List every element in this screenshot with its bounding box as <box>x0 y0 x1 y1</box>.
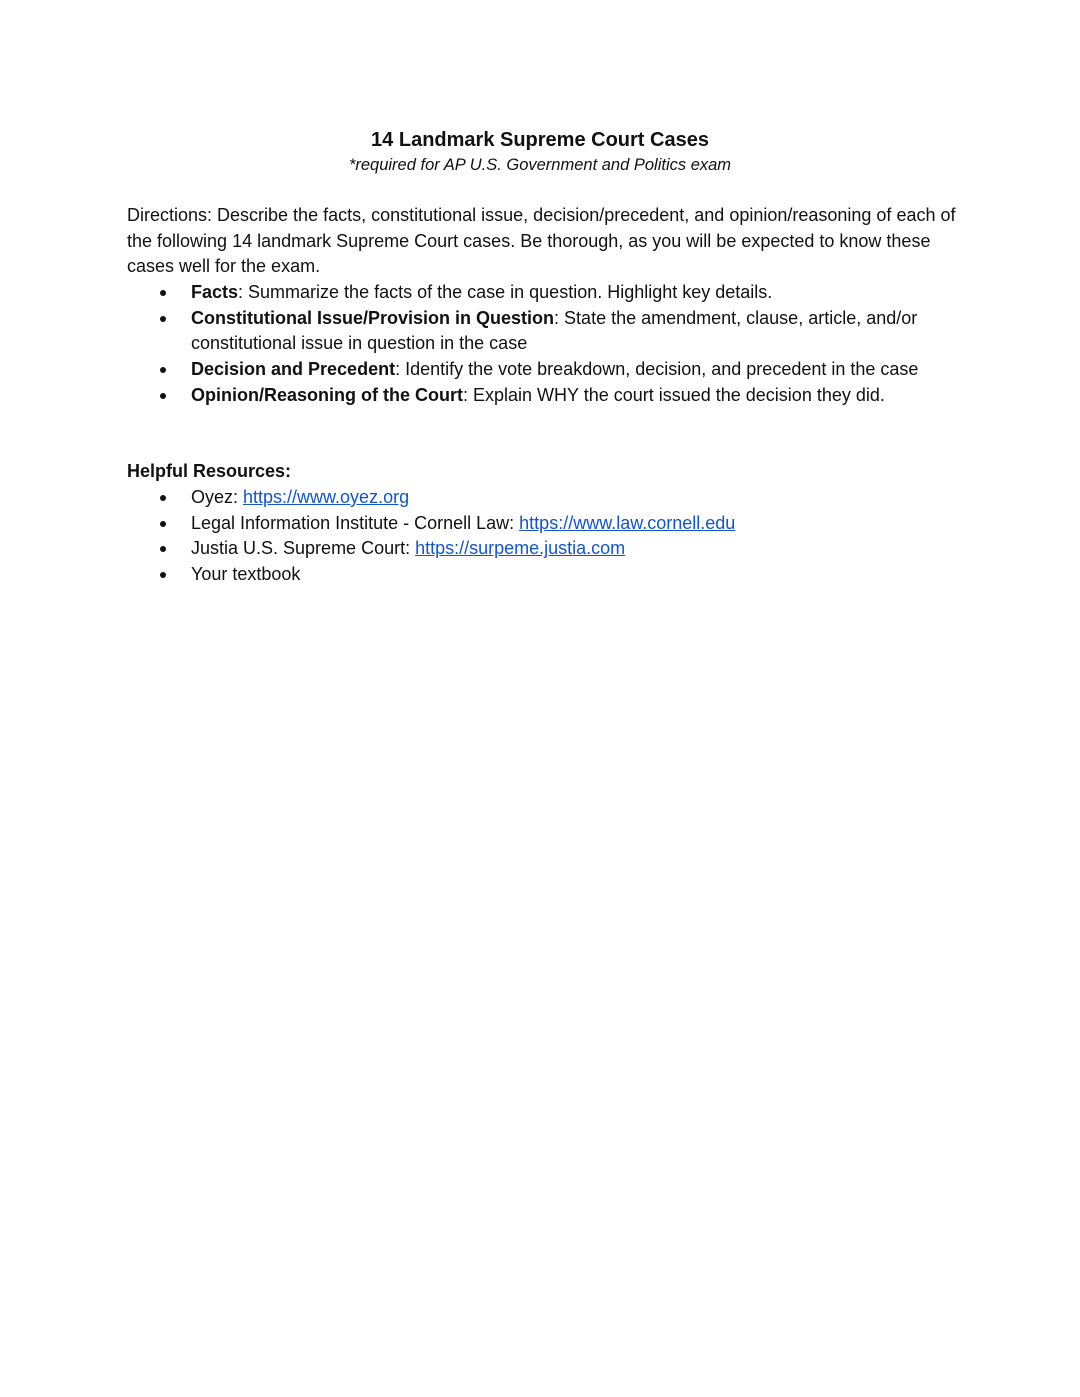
list-item <box>127 536 957 562</box>
list-item <box>127 357 957 383</box>
resources-list <box>127 485 957 588</box>
item-term: Decision and Precedent <box>191 359 396 380</box>
bullet-icon <box>160 367 166 373</box>
item-term: Constitutional Issue/Provision in Question <box>191 307 555 328</box>
resources-heading: Helpful Resources: <box>127 461 292 481</box>
oyez-link[interactable]: https://www.oyez.org <box>243 487 410 507</box>
resource-label: Justia U.S. Supreme Court: <box>191 538 416 559</box>
page-title: 14 Landmark Supreme Court Cases <box>371 129 709 151</box>
item-term: Facts <box>191 282 239 302</box>
page-subtitle: *required for AP U.S. Government and Politics exam <box>348 156 732 174</box>
bullet-icon <box>160 521 166 527</box>
item-text: : State the amendment, clause, article, and/or constitutional issue in question in the case <box>191 307 918 354</box>
directions-list <box>127 280 957 409</box>
bullet-icon <box>160 316 166 322</box>
resource-label: Oyez: <box>191 487 244 507</box>
item-term: Opinion/Reasoning of the Court <box>191 384 463 405</box>
list-item <box>127 280 957 306</box>
list-item <box>127 485 957 511</box>
justia-link[interactable]: https://surpeme.justia.com <box>415 538 626 559</box>
item-text: : Identify the vote breakdown, decision, and precedent in the case <box>395 359 919 380</box>
cornell-law-link[interactable]: https://www.law.cornell.edu <box>519 512 736 533</box>
list-item <box>127 511 957 537</box>
list-item <box>127 383 957 409</box>
directions-paragraph: Directions: Describe the facts, constitutional issue, decision/precedent, and opinion/reasoning of each of the following 14 landmark Supreme Court cases. Be thorough, as you will be expected to know these cases well for the exam. <box>127 205 956 277</box>
bullet-icon <box>160 572 166 578</box>
list-item <box>127 306 957 357</box>
bullet-icon <box>160 546 166 552</box>
resource-label: Your textbook <box>191 564 301 585</box>
bullet-icon <box>160 393 166 399</box>
bullet-icon <box>160 290 166 296</box>
list-item <box>127 562 957 588</box>
item-text: : Explain WHY the court issued the decision they did. <box>462 384 885 405</box>
bullet-icon <box>160 495 166 501</box>
resource-label: Legal Information Institute - Cornell Law: <box>191 512 520 533</box>
item-text: : Summarize the facts of the case in question. Highlight key details. <box>238 282 773 302</box>
